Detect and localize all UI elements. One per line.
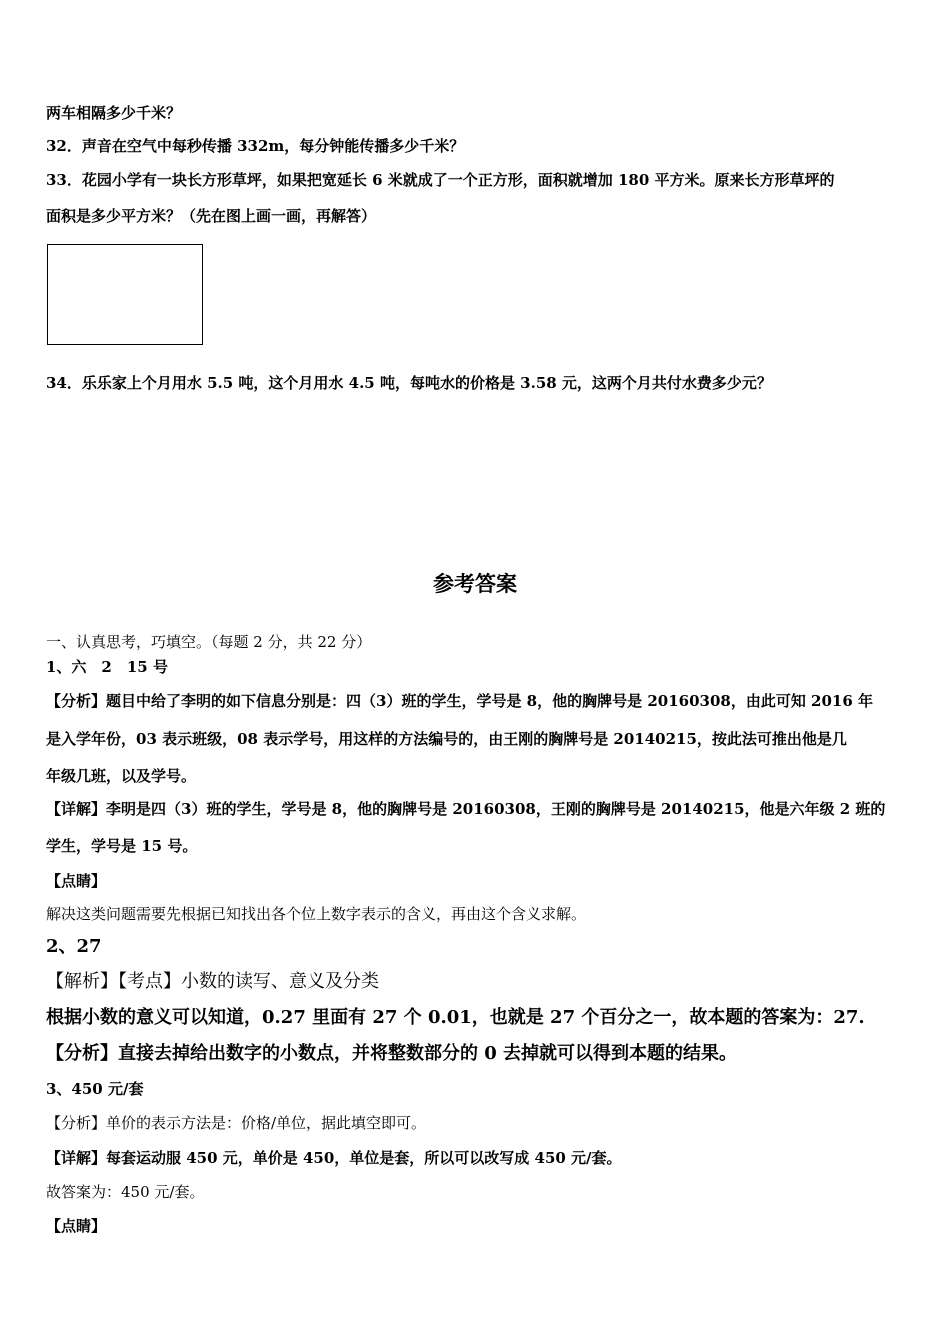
section-1-heading: 一、认真思考，巧填空。（每题 2 分，共 22 分） <box>46 633 372 651</box>
answer-1-tip: 【点睛】 <box>46 872 107 890</box>
question-33-line2: 面积是多少平方米？（先在图上画一画，再解答） <box>46 207 377 225</box>
question-32: 32．声音在空气中每秒传播 332m，每分钟能传播多少千米？ <box>46 137 465 155</box>
answer-1-analysis-l2: 是入学年份，03 表示班级，08 表示学号，用这样的方法编号的，由王刚的胸牌号是 20140215，按此法可推出他是几 <box>46 730 847 748</box>
answer-1-analysis-l1: 【分析】题目中给了李明的如下信息分别是：四（3）班的学生，学号是 8，他的胸牌号是 20160308，由此可知 2016 年 <box>46 692 874 710</box>
answer-3: 3、450 元/套 <box>46 1080 144 1098</box>
q31-tail: 两车相隔多少千米？ <box>46 104 182 122</box>
answers-title: 参考答案 <box>433 572 517 596</box>
answer-1-tip-text: 解决这类问题需要先根据已知找出各个位上数字表示的含义，再由这个含义求解。 <box>46 905 587 923</box>
answer-1-detail-l1: 【详解】李明是四（3）班的学生，学号是 8，他的胸牌号是 20160308，王刚的胸牌号是 20140215，他是六年级 2 班的 <box>46 800 886 818</box>
answer-1: 1、六 2 15 号 <box>46 658 168 676</box>
answer-3-detail: 【详解】每套运动服 450 元，单价是 450，单位是套，所以可以改写成 450 元/套。 <box>46 1149 622 1167</box>
answer-3-tip: 【点睛】 <box>46 1217 107 1235</box>
answer-2-analysis: 【解析】【考点】小数的读写、意义及分类 <box>46 971 379 992</box>
question-33-line1: 33．花园小学有一块长方形草坪，如果把宽延长 6 米就成了一个正方形，面积就增加 180 平方米。原来长方形草坪的 <box>46 171 835 189</box>
answer-1-analysis-l3: 年级几班，以及学号。 <box>46 767 197 785</box>
answer-1-detail-l2: 学生，学号是 15 号。 <box>46 837 198 855</box>
answer-3-analysis: 【分析】单价的表示方法是：价格/单位，据此填空即可。 <box>46 1114 427 1132</box>
question-34: 34．乐乐家上个月用水 5.5 吨，这个月用水 4.5 吨，每吨水的价格是 3.58 元，这两个月共付水费多少元？ <box>46 374 772 392</box>
drawing-rectangle <box>47 244 203 345</box>
answer-2-text: 根据小数的意义可以知道，0.27 里面有 27 个 0.01，也就是 27 个百分之一，故本题的答案为：27. <box>46 1007 865 1028</box>
answer-2: 2、27 <box>46 936 102 957</box>
answer-3-conclusion: 故答案为：450 元/套。 <box>46 1183 205 1201</box>
answer-2-fenxi: 【分析】直接去掉给出数字的小数点，并将整数部分的 0 去掉就可以得到本题的结果。 <box>46 1043 738 1064</box>
